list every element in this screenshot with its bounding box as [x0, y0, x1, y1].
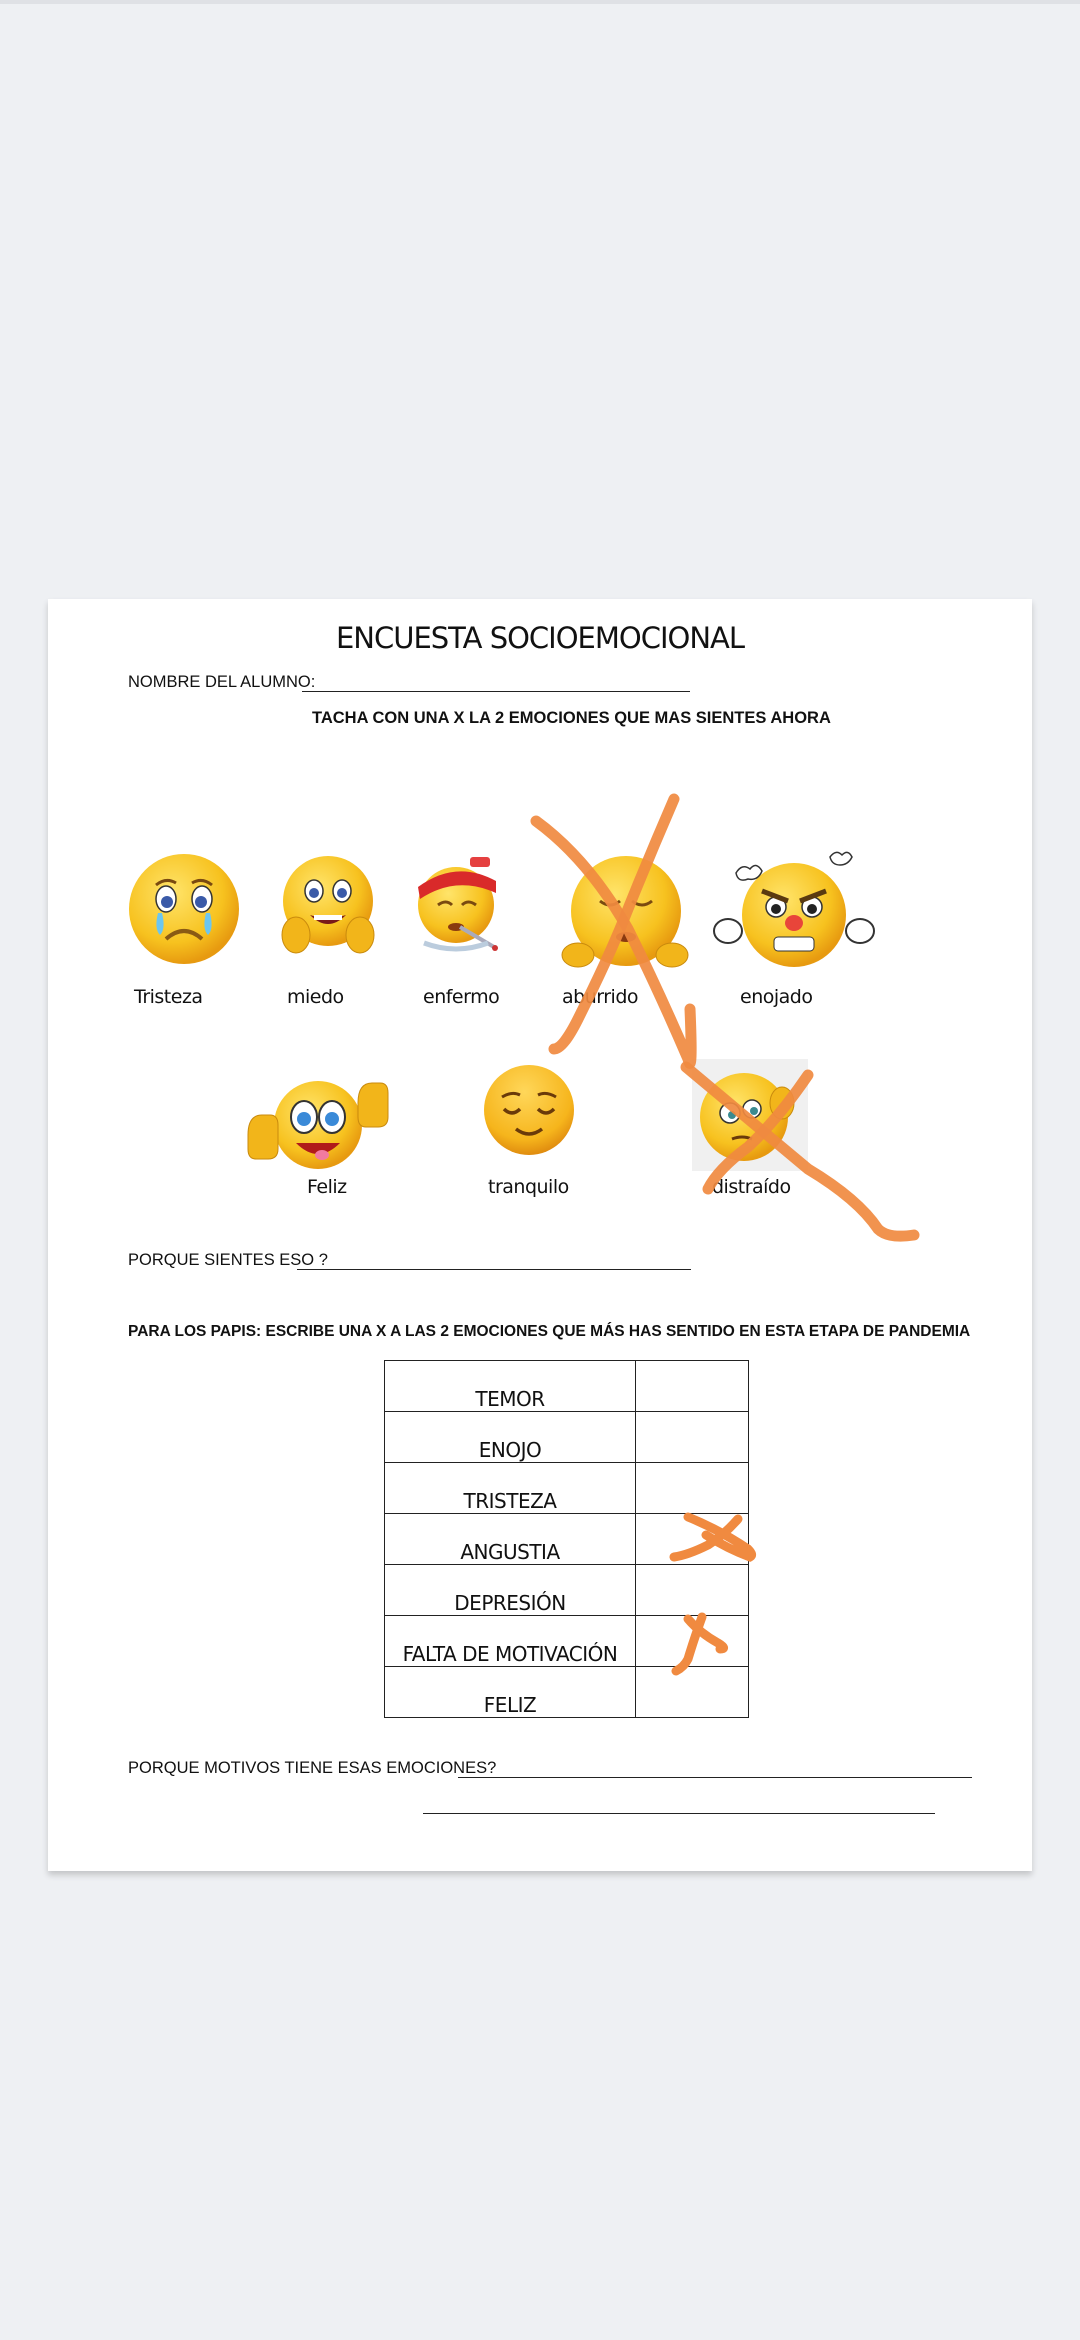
table-cross-mark-falta-de-motivacion: [48, 599, 1032, 1871]
emotion-name-feliz: FELIZ: [385, 1667, 636, 1718]
emotion-name-enojo: ENOJO: [385, 1412, 636, 1463]
emotion-label-enojado: enojado: [740, 986, 813, 1008]
emotion-label-enfermo: enfermo: [423, 986, 500, 1008]
emotion-name-depresion: DEPRESIÓN: [385, 1565, 636, 1616]
emotion-name-angustia: ANGUSTIA: [385, 1514, 636, 1565]
document-page: [48, 599, 1032, 1871]
emotion-label-feliz: Feliz: [307, 1176, 347, 1198]
parents-instruction: PARA LOS PAPIS: ESCRIBE UNA X A LAS 2 EMOCIONES QUE MÁS HAS SENTIDO EN ESTA ETAPA DE PANDEMIA: [128, 1323, 971, 1340]
reasons-answer-line-1: [458, 1777, 972, 1778]
why-label: PORQUE SIENTES ESO ?: [128, 1251, 328, 1269]
emotion-label-aburrido: aburrido: [562, 986, 638, 1008]
status-bar-shade: [0, 0, 1080, 4]
emotion-name-tristeza: TRISTEZA: [385, 1463, 636, 1514]
page-title: ENCUESTA SOCIOEMOCIONAL: [335, 621, 745, 655]
reasons-answer-line-2: [423, 1813, 935, 1814]
emotion-label-distraido: distraído: [712, 1176, 791, 1198]
emotion-label-miedo: miedo: [287, 986, 344, 1008]
instruction-text: TACHA CON UNA X LA 2 EMOCIONES QUE MAS SIENTES AHORA: [312, 709, 831, 727]
reasons-label: PORQUE MOTIVOS TIENE ESAS EMOCIONES?: [128, 1759, 497, 1777]
emotion-name-falta-de-motivacion: FALTA DE MOTIVACIÓN: [385, 1616, 636, 1667]
emotion-label-tristeza: Tristeza: [134, 986, 203, 1008]
student-name-label: NOMBRE DEL ALUMNO:: [128, 673, 316, 691]
emotion-name-temor: TEMOR: [385, 1361, 636, 1412]
emotion-label-tranquilo: tranquilo: [488, 1176, 569, 1198]
